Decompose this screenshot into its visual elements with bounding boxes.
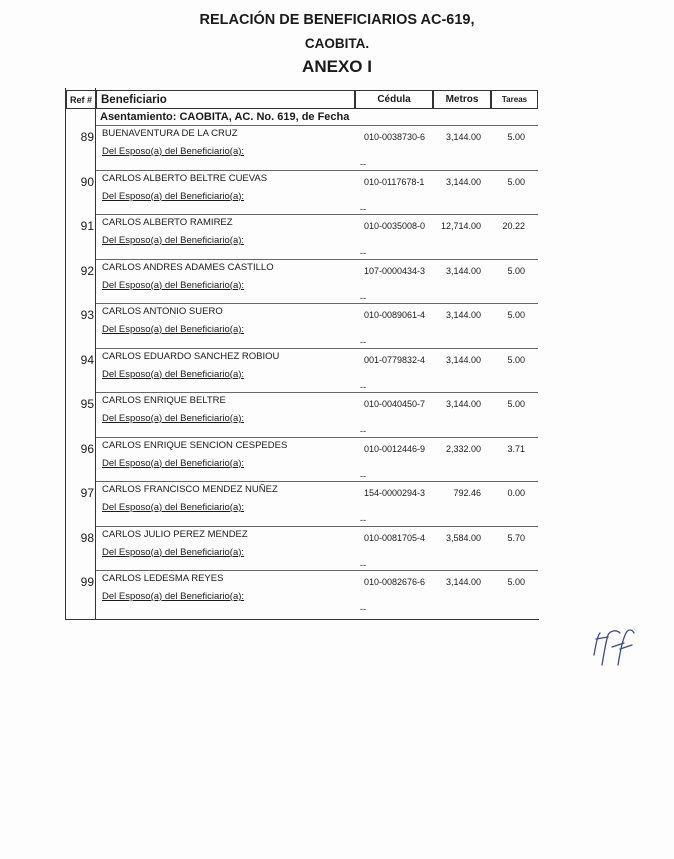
spouse-value: -- bbox=[360, 604, 366, 614]
column-header-tareas: Tareas bbox=[491, 90, 538, 109]
tareas-value: 5.00 bbox=[507, 176, 525, 187]
spouse-label: Del Esposo(a) del Beneficiario(a): bbox=[102, 591, 245, 602]
cedula-value: 010-0082676-6 bbox=[364, 577, 426, 587]
metros-value: 792.46 bbox=[453, 488, 481, 498]
spouse-value: -- bbox=[360, 515, 366, 525]
annex-heading: ANEXO I bbox=[302, 57, 372, 76]
tareas-value: 5.00 bbox=[507, 265, 525, 276]
cedula-value: 010-0038730-6 bbox=[364, 132, 426, 142]
row-separator bbox=[96, 125, 538, 126]
metros-value: 3,144.00 bbox=[445, 176, 481, 187]
metros-value: 3,144.00 bbox=[445, 265, 481, 276]
spouse-value: -- bbox=[360, 381, 366, 392]
row-separator bbox=[96, 437, 538, 438]
tareas-value: 5.00 bbox=[507, 132, 525, 142]
metros-value: 3,584.00 bbox=[445, 532, 481, 543]
spouse-label: Del Esposo(a) del Beneficiario(a): bbox=[102, 146, 245, 157]
spouse-value: -- bbox=[360, 426, 366, 436]
spouse-value: -- bbox=[360, 559, 366, 570]
table-row bbox=[66, 437, 538, 481]
cedula-value: 154-0000294-3 bbox=[364, 488, 426, 498]
row-separator bbox=[96, 481, 538, 482]
cedula-value: 010-0035008-0 bbox=[364, 221, 426, 231]
metros-value: 3,144.00 bbox=[445, 310, 481, 320]
cedula-value: 010-0040450-7 bbox=[364, 399, 426, 409]
row-ref-number: 97 bbox=[80, 486, 94, 500]
tareas-value: 5.70 bbox=[507, 532, 525, 543]
row-ref-number: 94 bbox=[80, 352, 94, 367]
table-row bbox=[66, 303, 538, 347]
row-separator bbox=[96, 170, 538, 171]
row-separator bbox=[96, 214, 538, 215]
spouse-label: Del Esposo(a) del Beneficiario(a): bbox=[102, 190, 245, 202]
spouse-label: Del Esposo(a) del Beneficiario(a): bbox=[102, 413, 245, 424]
spouse-label: Del Esposo(a) del Beneficiario(a): bbox=[102, 502, 245, 513]
tareas-value: 5.00 bbox=[507, 399, 525, 409]
table-row bbox=[66, 481, 538, 525]
spouse-value: -- bbox=[360, 292, 366, 303]
cedula-value: 001-0779832-4 bbox=[364, 354, 426, 365]
beneficiary-name: CARLOS ENRIQUE BELTRE bbox=[102, 395, 226, 406]
spouse-label: Del Esposo(a) del Beneficiario(a): bbox=[102, 546, 245, 558]
tareas-value: 0.00 bbox=[507, 488, 525, 498]
row-separator bbox=[96, 526, 538, 527]
row-ref-number: 92 bbox=[80, 263, 94, 278]
tareas-value: 5.00 bbox=[507, 577, 525, 587]
row-separator bbox=[96, 259, 538, 260]
document-title: RELACIÓN DE BENEFICIARIOS AC-619, bbox=[199, 12, 475, 28]
beneficiary-name: CARLOS ANTONIO SUERO bbox=[102, 306, 223, 317]
table-row bbox=[66, 259, 538, 303]
metros-value: 2,332.00 bbox=[445, 443, 481, 454]
row-ref-number: 98 bbox=[80, 530, 94, 545]
beneficiary-name: BUENAVENTURA DE LA CRUZ bbox=[102, 128, 238, 139]
row-ref-number: 91 bbox=[80, 219, 94, 233]
table-row bbox=[66, 570, 538, 614]
table-row bbox=[66, 392, 538, 436]
cedula-value: 010-0012446-9 bbox=[364, 443, 426, 454]
spouse-value: -- bbox=[360, 159, 366, 169]
row-separator bbox=[96, 392, 538, 393]
cedula-value: 010-0117678-1 bbox=[364, 176, 425, 187]
beneficiary-name: CARLOS ENRIQUE SENCION CESPEDES bbox=[102, 439, 288, 451]
metros-value: 3,144.00 bbox=[445, 354, 481, 365]
beneficiary-name: CARLOS ANDRES ADAMES CASTILLO bbox=[102, 261, 274, 273]
beneficiary-name: CARLOS FRANCISCO MENDEZ NUÑEZ bbox=[102, 484, 278, 495]
tareas-value: 20.22 bbox=[502, 221, 525, 231]
spouse-value: -- bbox=[360, 337, 366, 347]
table-row bbox=[66, 526, 538, 570]
metros-value: 3,144.00 bbox=[445, 132, 481, 142]
tareas-value: 5.00 bbox=[507, 310, 525, 320]
beneficiary-name: CARLOS LEDESMA REYES bbox=[102, 573, 224, 584]
row-ref-number: 89 bbox=[80, 130, 94, 144]
row-ref-number: 95 bbox=[80, 397, 94, 411]
cedula-value: 107-0000434-3 bbox=[364, 265, 426, 276]
row-separator bbox=[96, 570, 538, 571]
table-row bbox=[66, 125, 538, 169]
spouse-label: Del Esposo(a) del Beneficiario(a): bbox=[102, 279, 245, 291]
document-subtitle: CAOBITA. bbox=[304, 36, 370, 51]
column-header-ref: Ref # bbox=[66, 90, 96, 109]
row-ref-number: 93 bbox=[80, 308, 94, 322]
row-ref-number: 96 bbox=[80, 441, 94, 456]
table-row bbox=[66, 348, 538, 392]
metros-value: 3,144.00 bbox=[445, 399, 481, 409]
row-ref-number: 90 bbox=[80, 174, 94, 189]
spouse-value: -- bbox=[360, 248, 366, 258]
spouse-value: -- bbox=[360, 203, 366, 214]
signature-icon bbox=[590, 625, 636, 667]
spouse-label: Del Esposo(a) del Beneficiario(a): bbox=[102, 368, 245, 380]
tareas-value: 3.71 bbox=[507, 443, 525, 454]
metros-value: 12,714.00 bbox=[440, 221, 481, 231]
row-ref-number: 99 bbox=[80, 575, 94, 589]
metros-value: 3,144.00 bbox=[445, 577, 481, 587]
beneficiary-name: CARLOS JULIO PEREZ MENDEZ bbox=[102, 528, 248, 540]
row-separator bbox=[96, 303, 538, 304]
column-header-metros: Metros bbox=[433, 90, 491, 109]
column-header-cedula: Cédula bbox=[355, 90, 433, 109]
spouse-label: Del Esposo(a) del Beneficiario(a): bbox=[102, 235, 245, 246]
tareas-value: 5.00 bbox=[507, 354, 525, 365]
spouse-label: Del Esposo(a) del Beneficiario(a): bbox=[102, 457, 245, 469]
beneficiary-name: CARLOS ALBERTO BELTRE CUEVAS bbox=[102, 172, 268, 184]
settlement-label: Asentamiento: CAOBITA, AC. No. 619, de Fecha bbox=[100, 111, 350, 123]
row-separator bbox=[96, 348, 538, 349]
cedula-value: 010-0081705-4 bbox=[364, 532, 426, 543]
beneficiary-name: CARLOS ALBERTO RAMIREZ bbox=[102, 217, 233, 228]
column-header-beneficiary: Beneficiario bbox=[96, 90, 355, 109]
table-row bbox=[66, 170, 538, 214]
spouse-value: -- bbox=[360, 470, 366, 481]
table-row bbox=[66, 214, 538, 258]
cedula-value: 010-0089061-4 bbox=[364, 310, 426, 320]
spouse-label: Del Esposo(a) del Beneficiario(a): bbox=[102, 324, 245, 335]
beneficiary-name: CARLOS EDUARDO SANCHEZ ROBIOU bbox=[102, 350, 280, 362]
